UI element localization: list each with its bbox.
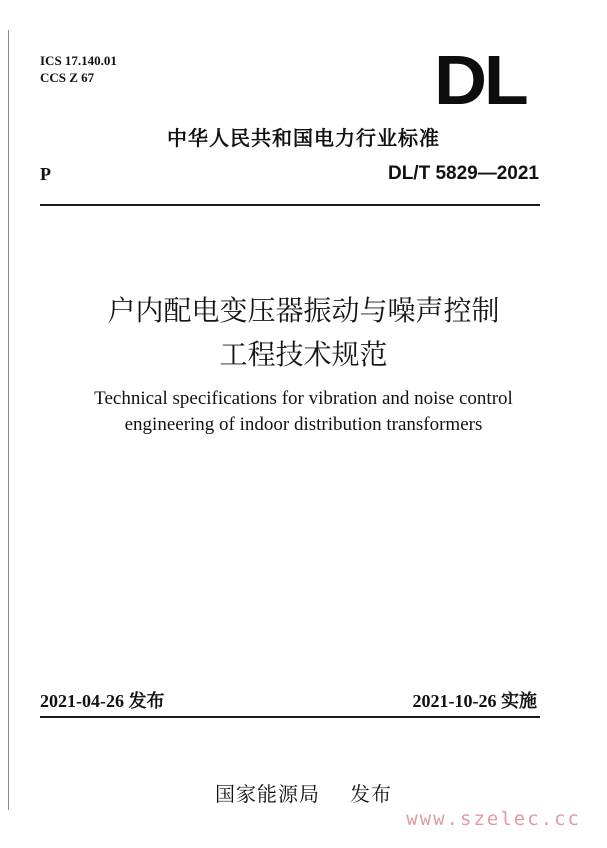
watermark: www.szelec.cc <box>406 808 581 830</box>
top-divider <box>40 204 540 206</box>
dl-logo: DL <box>434 41 526 119</box>
title-en-line-1: Technical specifications for vibration and noise control <box>94 388 513 409</box>
ics-code: ICS 17.140.01 <box>40 53 117 68</box>
publisher-line <box>0 778 607 807</box>
ccs-code: CCS Z 67 <box>40 70 95 85</box>
publisher-action: 发布 <box>350 782 392 806</box>
publisher-name: 国家能源局 <box>215 782 320 806</box>
standard-category: 中华人民共和国电力行业标准 <box>167 126 440 150</box>
issue-date: 2021-04-26 <box>40 691 124 711</box>
implementation-date-block <box>413 687 538 713</box>
class-code: P <box>40 164 51 184</box>
issue-date-block <box>40 687 165 713</box>
implementation-date: 2021-10-26 <box>412 691 497 711</box>
implementation-label: 实施 <box>501 691 537 711</box>
classification-codes <box>40 52 117 86</box>
title-en-line-2: engineering of indoor distribution transformers <box>124 414 483 435</box>
issue-label: 发布 <box>128 691 165 711</box>
standard-number: DL/T 5829—2021 <box>387 163 539 184</box>
title-zh-line-1: 户内配电变压器振动与噪声控制 <box>107 294 500 327</box>
bottom-divider <box>40 716 540 718</box>
title-zh-line-2: 工程技术规范 <box>219 338 388 371</box>
